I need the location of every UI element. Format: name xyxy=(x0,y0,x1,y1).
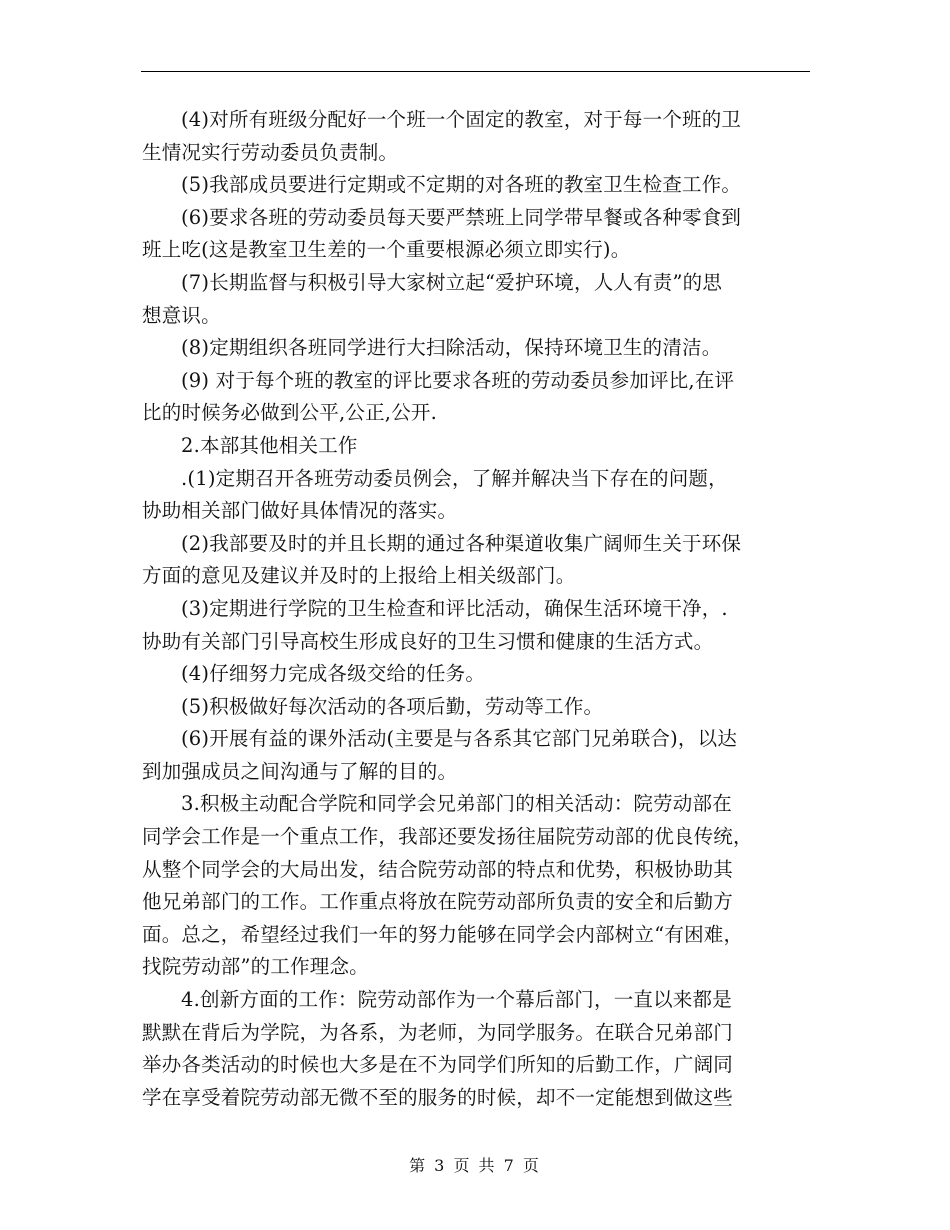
paragraph-line: 比的时候务必做到公平,公正,公开. xyxy=(142,401,437,425)
paragraph-4 xyxy=(142,267,810,332)
paragraph-line: 从整个同学会的大局出发，结合院劳动部的特点和优势，积极协助其 xyxy=(142,857,734,881)
paragraph-12 xyxy=(142,691,810,724)
paragraph-line: 学在享受着院劳动部无微不至的服务的时候，却不一定能想到做这些 xyxy=(142,1085,734,1109)
paragraph-8 xyxy=(142,463,810,528)
paragraph-13 xyxy=(142,723,810,788)
paragraph-line: (9) 对于每个班的教室的评比要求各班的劳动委员参加评比,在评 xyxy=(181,368,735,392)
paragraph-line: 生情况实行劳动委员负责制。 xyxy=(142,140,399,164)
paragraph-14 xyxy=(142,788,810,984)
paragraph-line: 默默在背后为学院，为各系，为老师，为同学服务。在联合兄弟部门 xyxy=(142,1020,734,1044)
paragraph-line: (6)开展有益的课外活动(主要是与各系其它部门兄弟联合)，以达 xyxy=(181,727,738,751)
paragraph-3 xyxy=(142,202,810,267)
paragraph-line: (2)我部要及时的并且长期的通过各种渠道收集广阔师生关于环保 xyxy=(181,531,742,555)
paragraph-line: 面。总之，希望经过我们一年的努力能够在同学会内部树立“有困难， xyxy=(142,922,744,946)
paragraph-line: 协助相关部门做好具体情况的落实。 xyxy=(142,499,458,523)
document-body xyxy=(142,104,810,1114)
paragraph-line: 想意识。 xyxy=(142,303,221,327)
paragraph-line: 举办各类活动的时候也大多是在不为同学们所知的后勤工作，广阔同 xyxy=(142,1053,734,1077)
paragraph-line: 同学会工作是一个重点工作，我部还要发扬往届院劳动部的优良传统， xyxy=(142,825,753,849)
paragraph-1 xyxy=(142,104,810,169)
paragraph-line: (8)定期组织各班同学进行大扫除活动，保持环境卫生的清洁。 xyxy=(181,336,722,360)
paragraph-line: .(1)定期召开各班劳动委员例会，了解并解决当下存在的问题， xyxy=(181,466,728,490)
paragraph-10 xyxy=(142,593,810,658)
paragraph-6 xyxy=(142,365,810,430)
paragraph-line: (3)定期进行学院的卫生检查和评比活动，确保生活环境干净，. xyxy=(181,596,728,620)
paragraph-line: (5)积极做好每次活动的各项后勤，劳动等工作。 xyxy=(181,694,604,718)
paragraph-line: 他兄弟部门的工作。工作重点将放在院劳动部所负责的安全和后勤方 xyxy=(142,890,734,914)
paragraph-line: (5)我部成员要进行定期或不定期的对各班的教室卫生检查工作。 xyxy=(181,173,742,197)
paragraph-line: 4.创新方面的工作：院劳动部作为一个幕后部门，一直以来都是 xyxy=(181,988,732,1012)
paragraph-line: 方面的意见及建议并及时的上报给上相关级部门。 xyxy=(142,564,576,588)
paragraph-line: (7)长期监督与积极引导大家树立起“爱护环境，人人有责”的思 xyxy=(181,270,723,294)
page-number: 第 3 页 共 7 页 xyxy=(409,1156,541,1175)
paragraph-line: (6)要求各班的劳动委员每天要严禁班上同学带早餐或各种零食到 xyxy=(181,205,742,229)
section-heading-2 xyxy=(142,430,810,463)
paragraph-line: 协助有关部门引导高校生形成良好的卫生习惯和健康的生活方式。 xyxy=(142,629,714,653)
paragraph-line: (4)仔细努力完成各级交给的任务。 xyxy=(181,662,486,686)
paragraph-line: (4)对所有班级分配好一个班一个固定的教室，对于每一个班的卫 xyxy=(181,108,742,131)
header-rule xyxy=(141,71,810,72)
paragraph-line: 班上吃(这是教室卫生差的一个重要根源必须立即实行)。 xyxy=(142,238,631,262)
paragraph-line: 2.本部其他相关工作 xyxy=(181,433,358,457)
paragraph-15 xyxy=(142,984,810,1114)
paragraph-line: 找院劳动部”的工作理念。 xyxy=(142,955,369,979)
paragraph-2 xyxy=(142,169,810,202)
paragraph-line: 3.积极主动配合学院和同学会兄弟部门的相关活动：院劳动部在 xyxy=(181,792,732,816)
paragraph-11 xyxy=(142,658,810,691)
paragraph-5 xyxy=(142,332,810,365)
paragraph-9 xyxy=(142,528,810,593)
paragraph-line: 到加强成员之间沟通与了解的目的。 xyxy=(142,759,458,783)
